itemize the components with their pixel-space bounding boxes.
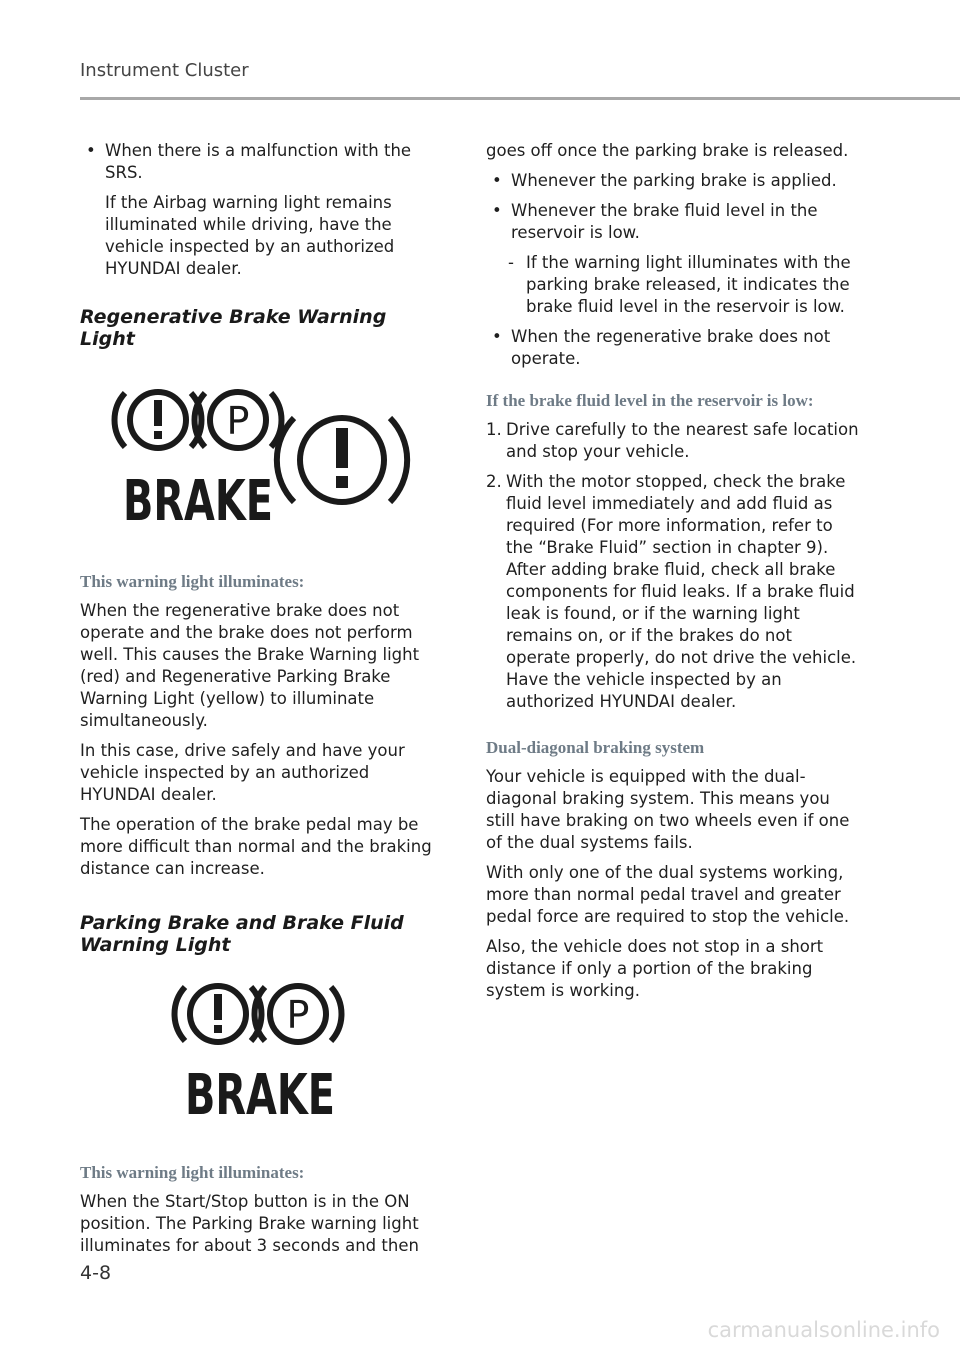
parking-paragraph-1: When the Start/Stop button is in the ON position. The Parking Brake warning light illuminates for about 3 seconds and then <box>80 1192 419 1255</box>
regen-paragraph-1: When the regenerative brake does not operate and the brake does not perform well. This causes the Brake Warning light (red) and Regenerative Parking Brake Warning Light (yellow) to illuminate simultaneously. <box>80 601 420 730</box>
regen-brake-title: Regenerative Brake Warning Light <box>80 306 387 350</box>
srs-paragraph: If the Airbag warning light remains illuminated while driving, have the vehicle inspected by an authorized HYUNDAI dealer. <box>105 193 395 278</box>
regen-subheading: This warning light illuminates: <box>80 572 305 591</box>
parking-brake-icon-svg <box>80 976 445 1126</box>
step-1: 1. Drive carefully to the nearest safe location and stop your vehicle. <box>486 420 859 461</box>
parking-icon-label: BRAKE <box>185 1063 335 1126</box>
regen-paragraph-2: In this case, drive safely and have your vehicle inspected by an authorized HYUNDAI dealer. <box>80 741 405 804</box>
dash-fluid-indication: - If the warning light illuminates with the parking brake released, it indicates the brake fluid level in the reservoir is low. <box>486 252 861 318</box>
srs-bullet: • When there is a malfunction with the SRS. If the Airbag warning light remains illuminated while driving, have the vehicle inspected by an authorized HYUNDAI dealer. <box>80 140 445 280</box>
page-number: 4-8 <box>80 1262 112 1284</box>
regen-paragraph-3: The operation of the brake pedal may be more difficult than normal and the braking distance can increase. <box>80 815 432 878</box>
regen-brake-icon-svg <box>80 360 445 545</box>
dual-paragraph-1: Your vehicle is equipped with the dual-diagonal braking system. This means you still have braking on two wheels even if one of the dual systems fails. <box>486 767 850 852</box>
bullet-parking-applied: • Whenever the parking brake is applied. <box>486 170 861 192</box>
bullet-regen-not-operating: • When the regenerative brake does not operate. <box>486 326 861 370</box>
watermark: carmanualsonline.info <box>707 1318 940 1342</box>
dual-diagonal-subheading: Dual-diagonal braking system <box>486 738 705 757</box>
step-2: 2. With the motor stopped, check the brake fluid level immediately and add fluid as required (For more information, refer to the “Brake Fluid” section in chapter 9). After adding brake fluid, check all brake components for fluid leaks. If a brake fluid leak is found, or if the warning light remains on, or if the brakes do not operate properly, do not drive the vehicle. Have the vehicle inspected by an authorized HYUNDAI dealer. <box>486 472 857 711</box>
regen-icon-label: BRAKE <box>123 469 273 534</box>
parking-brake-title: Parking Brake and Brake Fluid Warning Light <box>80 912 404 956</box>
bullet-fluid-low: • Whenever the brake fluid level in the reservoir is low. <box>486 200 861 244</box>
running-header: Instrument Cluster <box>80 60 249 81</box>
fluid-low-subheading: If the brake fluid level in the reservoir is low: <box>486 391 814 410</box>
regen-brake-warning-icon <box>80 360 445 545</box>
right-column <box>486 140 861 1010</box>
svg-text:P: P <box>226 399 250 443</box>
continued-paragraph: goes off once the parking brake is released. <box>486 141 849 160</box>
parking-brake-warning-icon <box>80 976 445 1126</box>
header-rule <box>80 97 960 100</box>
parking-subheading: This warning light illuminates: <box>80 1163 305 1182</box>
dual-paragraph-2: With only one of the dual systems working, more than normal pedal travel and greater pedal force are required to stop the vehicle. <box>486 863 850 926</box>
svg-text:P: P <box>286 993 310 1037</box>
dual-paragraph-3: Also, the vehicle does not stop in a short distance if only a portion of the braking system is working. <box>486 937 824 1000</box>
left-column <box>80 140 445 1265</box>
